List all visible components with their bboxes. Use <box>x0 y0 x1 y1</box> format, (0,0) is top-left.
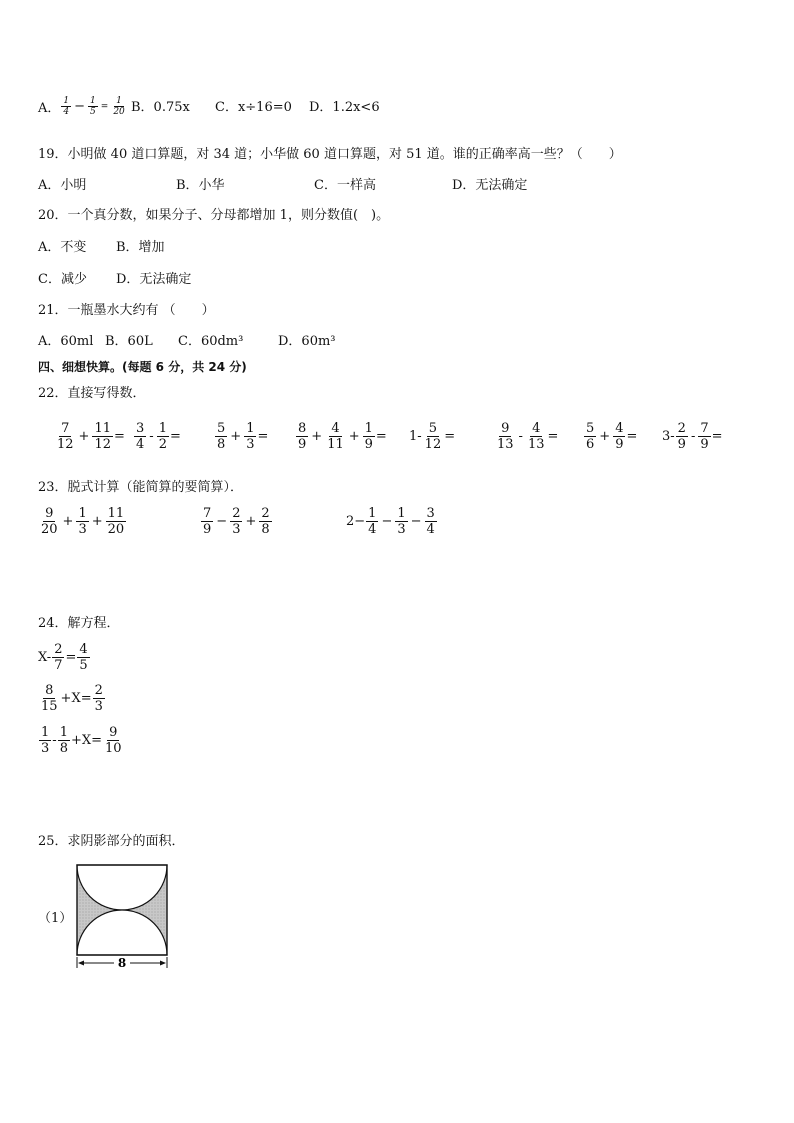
q20-option-a: A．不变 <box>38 240 87 255</box>
q24-equation-3: $\frac{1}{3}$ - $\frac{1}{8}$ +X= $\frac{9}{10}$ <box>41 725 122 756</box>
fraction: $\frac{5}{6}$ <box>586 421 595 452</box>
q24-question: 24．解方程． <box>38 616 120 631</box>
fraction: $\frac{2}{3}$ <box>232 506 241 537</box>
q18-options <box>38 96 128 117</box>
q21-option-a: A．60ml <box>38 334 94 349</box>
q18-option-d: D．1.2x<6 <box>309 100 380 115</box>
q19-question: 19．小明做 40 道口算题，对 34 道；小华做 60 道口算题，对 51 道。谁的正确率高一些？（ ） <box>38 147 622 162</box>
q22-expression-1: $\frac{7}{12}$ + $\frac{11}{12}$ = <box>57 421 125 452</box>
q21-option-d: D．60m³ <box>278 334 336 349</box>
fraction: $\frac{3}{4}$ <box>426 506 435 537</box>
q22-question: 22．直接写得数． <box>38 386 146 401</box>
fraction: $\frac{1}{8}$ <box>59 725 68 756</box>
fraction: $\frac{1}{3}$ <box>41 725 50 756</box>
arrow-left-icon <box>78 961 84 966</box>
fraction: $\frac{1}{3}$ <box>397 506 406 537</box>
q21-option-c: C．60dm³ <box>178 334 244 349</box>
q18-option-a: A． $\frac{1}{4}$ − $\frac{1}{5}$ = $\frac{1}{20}$ <box>38 96 125 117</box>
q20-option-c: C．减少 <box>38 272 87 287</box>
q22-expression-7: $\frac{5}{6}$ + $\frac{4}{9}$ = <box>586 421 638 452</box>
figure-label: （1） <box>38 911 73 926</box>
fraction: $\frac{4}{5}$ <box>79 642 88 673</box>
q20-option-b: B．增加 <box>116 240 165 255</box>
fraction: $\frac{7}{12}$ <box>57 421 74 452</box>
fraction: $\frac{3}{4}$ <box>136 421 145 452</box>
q22-expression-6: $\frac{9}{13}$ - $\frac{4}{13}$ = <box>497 421 559 452</box>
q21-question: 21．一瓶墨水大约有 （ ） <box>38 303 215 318</box>
fraction: $\frac{5}{12}$ <box>424 421 442 452</box>
fraction: $\frac{11}{20}$ <box>107 506 125 537</box>
fraction: $\frac{5}{8}$ <box>217 421 226 452</box>
fraction: $\frac{8}{9}$ <box>298 421 307 452</box>
q22-expression-5: 1- $\frac{5}{12}$ = <box>409 421 456 452</box>
fraction: $\frac{1}{9}$ <box>364 421 373 452</box>
q22-expression-3: $\frac{5}{8}$ + $\frac{1}{3}$ = <box>217 421 269 452</box>
fraction: $\frac{11}{12}$ <box>94 421 111 452</box>
fraction: $\frac{9}{20}$ <box>41 506 58 537</box>
fraction: $\frac{1}{3}$ <box>246 421 255 452</box>
q21-option-b: B．60L <box>105 334 153 349</box>
fraction: $\frac{9}{13}$ <box>497 421 514 452</box>
fraction: $\frac{1}{4}$ <box>63 96 70 117</box>
q19-option-b: B．小华 <box>176 178 225 193</box>
fraction: $\frac{4}{9}$ <box>615 421 624 452</box>
q19-option-d: D．无法确定 <box>452 178 528 193</box>
fraction: $\frac{7}{9}$ <box>700 421 709 452</box>
q23-expression-1: $\frac{9}{20}$ + $\frac{1}{3}$ + $\frac{11}{20}$ <box>41 506 125 537</box>
q19-option-a: A．小明 <box>38 178 87 193</box>
q18-option-c: C．x÷16=0 <box>215 100 292 115</box>
shaded-area-figure <box>70 860 174 972</box>
fraction: $\frac{4}{13}$ <box>527 421 545 452</box>
q22-expression-2: $\frac{3}{4}$ - $\frac{1}{2}$ = <box>136 421 181 452</box>
q18-option-b: B．0.75x <box>131 100 190 115</box>
fraction: $\frac{1}{5}$ <box>90 96 96 117</box>
q25-question: 25．求阴影部分的面积． <box>38 834 185 849</box>
fraction: $\frac{2}{3}$ <box>94 683 103 714</box>
q19-option-c: C．一样高 <box>314 178 376 193</box>
arrow-right-icon <box>160 961 166 966</box>
fraction: $\frac{4}{11}$ <box>327 421 344 452</box>
q23-question: 23．脱式计算（能简算的要简算）． <box>38 480 244 495</box>
section-title: 四、细想快算。(每题 6 分，共 24 分) <box>38 360 247 374</box>
q23-expression-2: $\frac{7}{9}$ − $\frac{2}{3}$ + $\frac{2}{8}$ <box>203 506 270 537</box>
fraction: $\frac{1}{2}$ <box>158 421 167 452</box>
q20-question: 20．一个真分数，如果分子、分母都增加 1，则分数值( )。 <box>38 208 390 223</box>
q23-expression-3: 2− $\frac{1}{4}$ − $\frac{1}{3}$ − $\frac{3}{4}$ <box>346 506 435 537</box>
fraction: $\frac{2}{8}$ <box>261 506 270 537</box>
fraction: $\frac{1}{3}$ <box>78 506 87 537</box>
fraction: $\frac{1}{4}$ <box>368 506 377 537</box>
q22-expression-4: $\frac{8}{9}$ + $\frac{4}{11}$ + $\frac{1}{9}$ = <box>298 421 387 452</box>
q24-equation-1: X- $\frac{2}{7}$ = $\frac{4}{5}$ <box>38 642 88 673</box>
fraction: $\frac{9}{10}$ <box>105 725 122 756</box>
fraction: $\frac{2}{7}$ <box>54 642 63 673</box>
q24-equation-2: $\frac{8}{15}$ +X= $\frac{2}{3}$ <box>41 683 103 714</box>
q22-expression-8: 3- $\frac{2}{9}$ - $\frac{7}{9}$ = <box>662 421 723 452</box>
dimension-label: 8 <box>117 956 127 970</box>
fraction: $\frac{1}{20}$ <box>113 96 125 117</box>
fraction: $\frac{8}{15}$ <box>41 683 58 714</box>
q20-option-d: D．无法确定 <box>116 272 192 287</box>
fraction: $\frac{7}{9}$ <box>203 506 212 537</box>
fraction: $\frac{2}{9}$ <box>677 421 686 452</box>
